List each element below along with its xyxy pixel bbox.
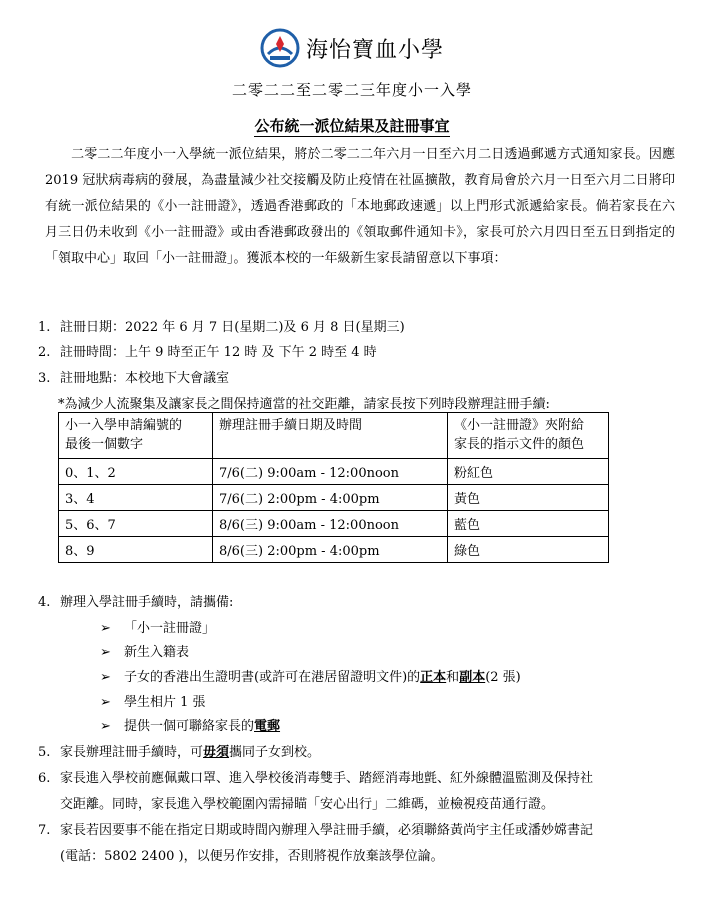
- item-text: 辦理入學註冊手續時，請攜備:: [60, 595, 234, 610]
- cell-digits: 0、1、2: [59, 459, 213, 485]
- cell-digits: 5、6、7: [59, 511, 213, 537]
- sub-item-email: [100, 716, 280, 738]
- arrow-bullet-icon: ➢: [100, 670, 111, 685]
- table-row: [59, 485, 609, 511]
- arrow-bullet-icon: ➢: [100, 645, 111, 660]
- item-text: 家長若因要事不能在指定日期或時間內辦理入學註冊手續，必須聯絡黃尚宇主任或潘妙嫦書記: [60, 823, 594, 838]
- schedule-note: *為減少人流聚集及讓家長之間保持適當的社交距離，請家長按下列時段辦理註冊手續:: [58, 397, 550, 412]
- table-header-row: [59, 413, 609, 459]
- item-number: 7.: [38, 823, 51, 838]
- sub-item-p1-card: [100, 618, 215, 640]
- item-number: 6.: [38, 771, 51, 786]
- cell-color: 粉紅色: [448, 459, 609, 485]
- item-text: 攜同子女到校。: [229, 745, 321, 760]
- emphasis-original: 正本: [420, 670, 447, 685]
- arrow-bullet-icon: ➢: [100, 719, 111, 734]
- year-title: 二零二二至二零二三年度小一入學: [231, 81, 472, 99]
- table-row: [59, 459, 609, 485]
- sub-item-text: 新生入籍表: [124, 645, 190, 660]
- item-continuation: 交距離。同時，家長進入學校範圍內需掃瞄「安心出行」二維碼，並檢視疫苗通行證。: [60, 797, 555, 812]
- intro-text: 二零二二年度小一入學統一派位結果，將於二零二二年六月一日至六月二日透過郵遞方式通知家長。因應 2019 冠狀病毒病的發展，為盡量減少社交接觸及防止疫情在社區擴散，教育局會於六月一日至六月二日將印有統一派位結果的《小一註冊證》，透過香港郵政的「本地郵政速遞」以上門形式派遞給家長。倘若家長在六月三日仍未收到《小一註冊證》或由香港郵政發出的《領取郵件通知卡》，家長可於六月四日至五日到指定的「領取中心」取回「小一註冊證」。獲派本校的一年級新生家長請留意以下事項：: [45, 147, 675, 266]
- cell-color: 藍色: [448, 511, 609, 537]
- list-item-contact: [38, 820, 593, 842]
- school-header: [0, 28, 704, 68]
- schedule-table: [58, 412, 609, 563]
- sub-item-text: 子女的香港出生證明書(或許可在港居留證明文件)的: [124, 670, 421, 685]
- page-title-text: 公布統一派位結果及註冊事宜: [254, 117, 450, 135]
- header-cell-digit: [59, 413, 213, 459]
- item-text: 註冊日期：2022 年 6 月 7 日(星期二)及 6 月 8 日(星期三): [60, 320, 405, 335]
- cell-time: 8/6(三) 9:00am - 12:00noon: [213, 511, 448, 537]
- item-text: 註冊時間：上午 9 時至正午 12 時 及 下午 2 時至 4 時: [60, 345, 377, 360]
- sub-item-birth-certificate: [100, 667, 521, 689]
- header-text: 辦理註冊手續日期及時間: [219, 418, 363, 433]
- school-logo-icon: [260, 28, 300, 68]
- list-item-registration-time: [38, 342, 377, 364]
- item-number: 3.: [38, 371, 51, 386]
- header-cell-time: [213, 413, 448, 459]
- list-item-no-child: [38, 742, 320, 764]
- list-item-health-measures: [38, 768, 593, 790]
- cell-time: 7/6(二) 9:00am - 12:00noon: [213, 459, 448, 485]
- item-continuation: (電話：5802 2400 )，以便另作安排，否則將視作放棄該學位論。: [60, 849, 444, 864]
- emphasis-copy: 副本: [459, 670, 486, 685]
- cell-color: 綠色: [448, 537, 609, 563]
- sub-item-text: 和: [446, 670, 460, 685]
- cell-digits: 3、4: [59, 485, 213, 511]
- school-name: 海怡寶血小學: [305, 37, 444, 63]
- item-number: 2.: [38, 345, 51, 360]
- header-text: 家長的指示文件的顏色: [454, 437, 585, 452]
- page-title: [0, 115, 704, 136]
- intro-paragraph: [45, 142, 675, 272]
- cell-time: 7/6(二) 2:00pm - 4:00pm: [213, 485, 448, 511]
- item-number: 5.: [38, 745, 51, 760]
- item-text: 註冊地點：本校地下大會議室: [60, 371, 230, 386]
- list-item-documents: [38, 592, 233, 614]
- header-text: 最後一個數字: [65, 437, 144, 452]
- item-text: 家長辦理註冊手續時，可: [60, 745, 204, 760]
- emphasis-no-need: 毋須: [203, 745, 230, 760]
- cell-digits: 8、9: [59, 537, 213, 563]
- cell-color: 黃色: [448, 485, 609, 511]
- header-text: 小一入學申請編號的: [65, 418, 183, 433]
- list-item-registration-venue: [38, 368, 229, 390]
- sub-item-text: 提供一個可聯絡家長的: [124, 719, 255, 734]
- sub-item-enrolment-form: [100, 642, 189, 664]
- arrow-bullet-icon: ➢: [100, 695, 111, 710]
- sub-item-text: 「小一註冊證」: [124, 621, 216, 636]
- table-row: [59, 511, 609, 537]
- arrow-bullet-icon: ➢: [100, 621, 111, 636]
- item-text: 家長進入學校前應佩戴口罩、進入學校後消毒雙手、踏經消毒地氈、紅外線體溫監測及保持社: [60, 771, 594, 786]
- sub-item-photo: [100, 692, 206, 714]
- item-number: 1.: [38, 320, 51, 335]
- list-item-registration-date: [38, 317, 405, 339]
- sub-item-text: 學生相片 1 張: [124, 695, 206, 710]
- sub-item-text: (2 張): [485, 670, 521, 685]
- cell-time: 8/6(三) 2:00pm - 4:00pm: [213, 537, 448, 563]
- table-row: [59, 537, 609, 563]
- header-cell-color: [448, 413, 609, 459]
- item-number: 4.: [38, 595, 51, 610]
- header-text: 《小一註冊證》夾附給: [454, 418, 585, 433]
- emphasis-email: 電郵: [254, 719, 281, 734]
